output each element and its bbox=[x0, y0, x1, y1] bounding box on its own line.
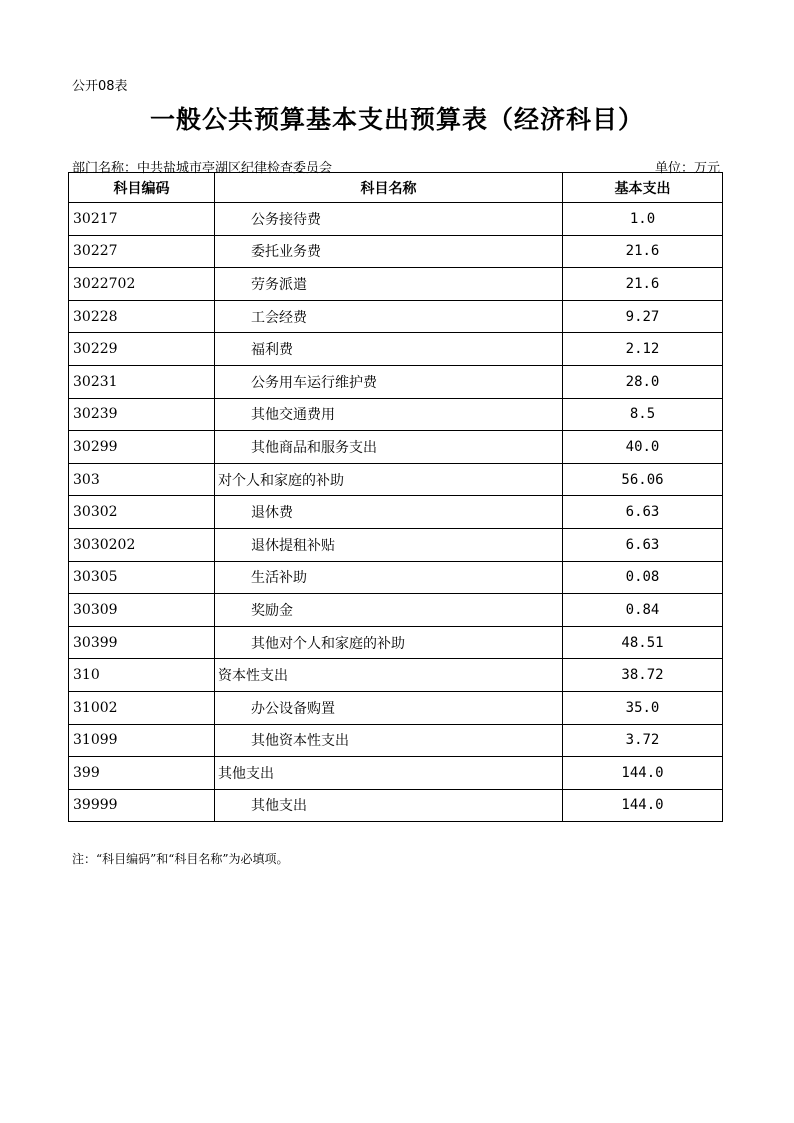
cell-code: 399 bbox=[69, 757, 215, 790]
cell-amount: 0.08 bbox=[563, 561, 723, 594]
cell-name: 其他资本性支出 bbox=[215, 724, 563, 757]
cell-code: 31099 bbox=[69, 724, 215, 757]
cell-code: 30231 bbox=[69, 365, 215, 398]
table-row bbox=[69, 203, 723, 236]
table-row bbox=[69, 463, 723, 496]
cell-amount: 144.0 bbox=[563, 757, 723, 790]
table-row bbox=[69, 528, 723, 561]
page-title: 一般公共预算基本支出预算表（经济科目） bbox=[149, 105, 644, 134]
cell-amount: 40.0 bbox=[563, 431, 723, 464]
table-row bbox=[69, 659, 723, 692]
table-row bbox=[69, 431, 723, 464]
cell-name: 劳务派遣 bbox=[215, 268, 563, 301]
cell-code: 30228 bbox=[69, 300, 215, 333]
cell-name: 其他支出 bbox=[215, 789, 563, 822]
cell-name: 公务用车运行维护费 bbox=[215, 365, 563, 398]
cell-name: 退休费 bbox=[215, 496, 563, 529]
cell-amount: 9.27 bbox=[563, 300, 723, 333]
cell-name: 其他商品和服务支出 bbox=[215, 431, 563, 464]
table-row bbox=[69, 398, 723, 431]
table-header-row bbox=[69, 173, 723, 203]
cell-amount: 48.51 bbox=[563, 626, 723, 659]
cell-code: 30305 bbox=[69, 561, 215, 594]
cell-code: 30229 bbox=[69, 333, 215, 366]
table-row bbox=[69, 594, 723, 627]
cell-name: 其他交通费用 bbox=[215, 398, 563, 431]
table-row bbox=[69, 333, 723, 366]
cell-amount: 35.0 bbox=[563, 691, 723, 724]
cell-code: 30299 bbox=[69, 431, 215, 464]
cell-name: 奖励金 bbox=[215, 594, 563, 627]
cell-amount: 6.63 bbox=[563, 496, 723, 529]
cell-name: 工会经费 bbox=[215, 300, 563, 333]
table-row bbox=[69, 365, 723, 398]
cell-code: 30217 bbox=[69, 203, 215, 236]
cell-name: 退休提租补贴 bbox=[215, 528, 563, 561]
cell-name: 生活补助 bbox=[215, 561, 563, 594]
unit-label: 单位：万元 bbox=[654, 161, 720, 176]
table-row bbox=[69, 691, 723, 724]
table-row bbox=[69, 300, 723, 333]
cell-code: 310 bbox=[69, 659, 215, 692]
cell-amount: 28.0 bbox=[563, 365, 723, 398]
cell-amount: 56.06 bbox=[563, 463, 723, 496]
cell-name: 办公设备购置 bbox=[215, 691, 563, 724]
footer-note: 注：“科目编码”和“科目名称”为必填项。 bbox=[72, 852, 289, 866]
cell-amount: 1.0 bbox=[563, 203, 723, 236]
column-header-code: 科目编码 bbox=[69, 173, 215, 203]
cell-name: 资本性支出 bbox=[215, 659, 563, 692]
table-row bbox=[69, 724, 723, 757]
table-row bbox=[69, 235, 723, 268]
cell-code: 30239 bbox=[69, 398, 215, 431]
cell-name: 其他支出 bbox=[215, 757, 563, 790]
cell-amount: 21.6 bbox=[563, 268, 723, 301]
cell-code: 39999 bbox=[69, 789, 215, 822]
cell-code: 303 bbox=[69, 463, 215, 496]
cell-name: 公务接待费 bbox=[215, 203, 563, 236]
table-row bbox=[69, 626, 723, 659]
cell-name: 其他对个人和家庭的补助 bbox=[215, 626, 563, 659]
column-header-name: 科目名称 bbox=[215, 173, 563, 203]
department-label: 部门名称：中共盐城市亭湖区纪律检查委员会 bbox=[72, 161, 333, 176]
column-header-amount: 基本支出 bbox=[563, 173, 723, 203]
form-code: 公开08表 bbox=[72, 79, 128, 94]
cell-amount: 2.12 bbox=[563, 333, 723, 366]
cell-code: 30302 bbox=[69, 496, 215, 529]
table-row bbox=[69, 268, 723, 301]
cell-code: 31002 bbox=[69, 691, 215, 724]
cell-name: 福利费 bbox=[215, 333, 563, 366]
cell-code: 3030202 bbox=[69, 528, 215, 561]
table-row bbox=[69, 789, 723, 822]
cell-code: 30399 bbox=[69, 626, 215, 659]
cell-name: 委托业务费 bbox=[215, 235, 563, 268]
table-row bbox=[69, 561, 723, 594]
table-row bbox=[69, 757, 723, 790]
cell-amount: 38.72 bbox=[563, 659, 723, 692]
cell-amount: 8.5 bbox=[563, 398, 723, 431]
cell-code: 3022702 bbox=[69, 268, 215, 301]
table-body bbox=[69, 203, 723, 822]
cell-code: 30227 bbox=[69, 235, 215, 268]
cell-amount: 0.84 bbox=[563, 594, 723, 627]
cell-amount: 21.6 bbox=[563, 235, 723, 268]
cell-code: 30309 bbox=[69, 594, 215, 627]
budget-table bbox=[68, 172, 723, 822]
table-row bbox=[69, 496, 723, 529]
cell-amount: 3.72 bbox=[563, 724, 723, 757]
cell-amount: 144.0 bbox=[563, 789, 723, 822]
cell-amount: 6.63 bbox=[563, 528, 723, 561]
cell-name: 对个人和家庭的补助 bbox=[215, 463, 563, 496]
